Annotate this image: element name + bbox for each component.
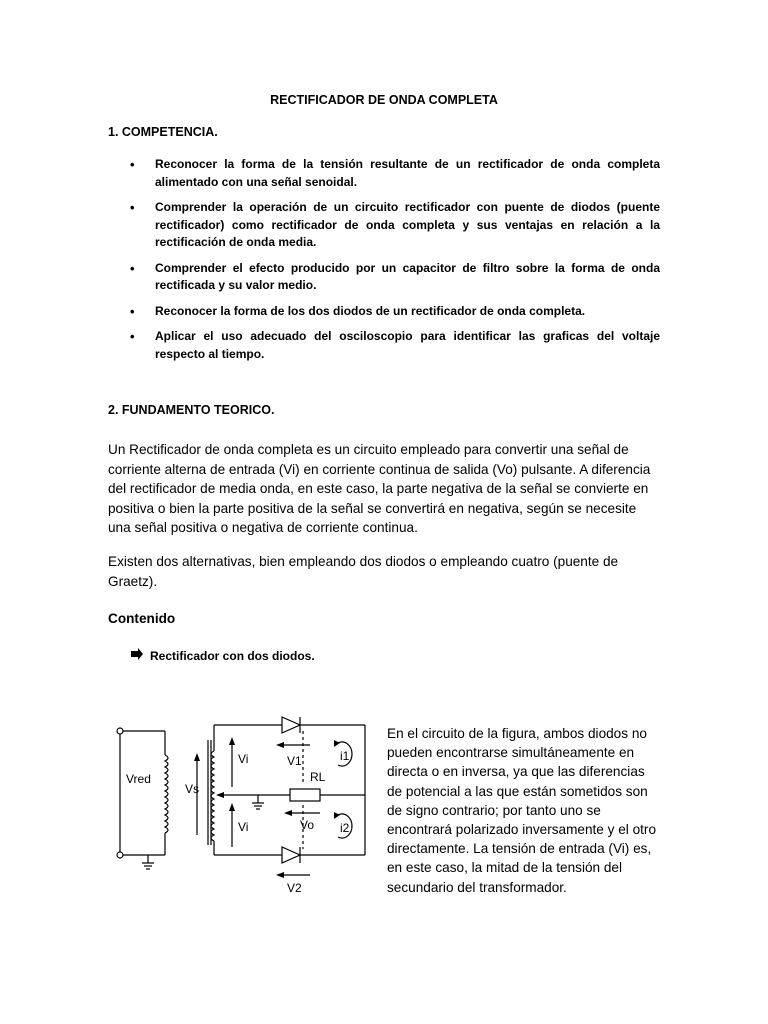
input-terminal-top (117, 728, 123, 734)
label-rl: RL (310, 770, 326, 784)
list-item: • Aplicar el uso adecuado del osciloscopio para identificar las graficas del voltaje respecto al tiempo. (130, 329, 660, 361)
diode-2 (282, 847, 300, 863)
fundamento-paragraph-2: Existen dos alternativas, bien empleando dos diodos o empleando cuatro (puente de Graetz). (108, 554, 619, 589)
label-vs: Vs (185, 782, 200, 796)
diode-1 (282, 717, 300, 733)
arrow-bullet-icon (130, 648, 150, 663)
list-item: • Reconocer la forma de la tensión resultante de un rectificador de onda completa alimentado con una señal senoidal. (130, 157, 660, 189)
fundamento-paragraph-1: Un Rectificador de onda completa es un circuito empleado para convertir una señal de corriente alterna de entrada (Vi) en corriente continua de salida (Vo) pulsante. A diferencia del rectificador de media onda, en este caso, la parte negativa de la señal se convierte en positiva o bien la parte positiva de la señal se convertirá en negativa, según se necesite una señal positiva o negativa de corriente continua. (108, 442, 651, 535)
label-i2: i2 (340, 821, 350, 835)
competencia-list (108, 156, 660, 371)
label-v2: V2 (287, 881, 302, 895)
primary-coil (165, 755, 168, 833)
list-item: • Reconocer la forma de los dos diodos de un rectificador de onda completa. (130, 303, 586, 319)
secondary-coil (211, 751, 214, 841)
circuit-description: En el circuito de la figura, ambos diodos no pueden encontrarse simultáneamente en directa o en inversa, ya que las diferencias de potencial a las que están sometidos son de signo contrario; por tanto uno se encontrará polarizado inversamente y el otro directamente. La tensión de entrada (Vi) es, en este caso, la mitad de la tensión del secundario del transformador. (387, 726, 657, 895)
page-title: RECTIFICADOR DE ONDA COMPLETA (270, 93, 498, 107)
section-heading-fundamento: 2. FUNDAMENTO TEORICO. (108, 403, 275, 417)
bullet-icon: • (130, 303, 135, 319)
label-v1: V1 (287, 754, 302, 768)
list-item: • Comprender la operación de un circuito rectificador con puente de diodos (puente rectificador) como rectificador de onda completa y sus ventajas en relación a la rectificación de onda media. (130, 200, 660, 249)
list-item: • Comprender el efecto producido por un capacitor de filtro sobre la forma de onda rectificada y su valor medio. (130, 260, 660, 292)
bullet-icon: • (130, 329, 135, 344)
label-vi-bottom: Vi (238, 820, 249, 834)
bullet-icon: • (130, 200, 135, 215)
label-vo: Vo (300, 818, 315, 832)
full-wave-rectifier-circuit (110, 715, 370, 900)
label-vi-top: Vi (238, 752, 249, 766)
section-heading-competencia: 1. COMPETENCIA. (108, 125, 218, 139)
contenido-heading: Contenido (108, 611, 176, 626)
bullet-icon: • (130, 157, 135, 172)
input-terminal-bottom (117, 852, 123, 858)
contenido-item: Rectificador con dos diodos. (130, 648, 315, 663)
load-resistor (290, 789, 320, 801)
label-i1: i1 (340, 749, 350, 763)
bullet-icon: • (130, 260, 135, 276)
label-vred: Vred (126, 772, 151, 786)
